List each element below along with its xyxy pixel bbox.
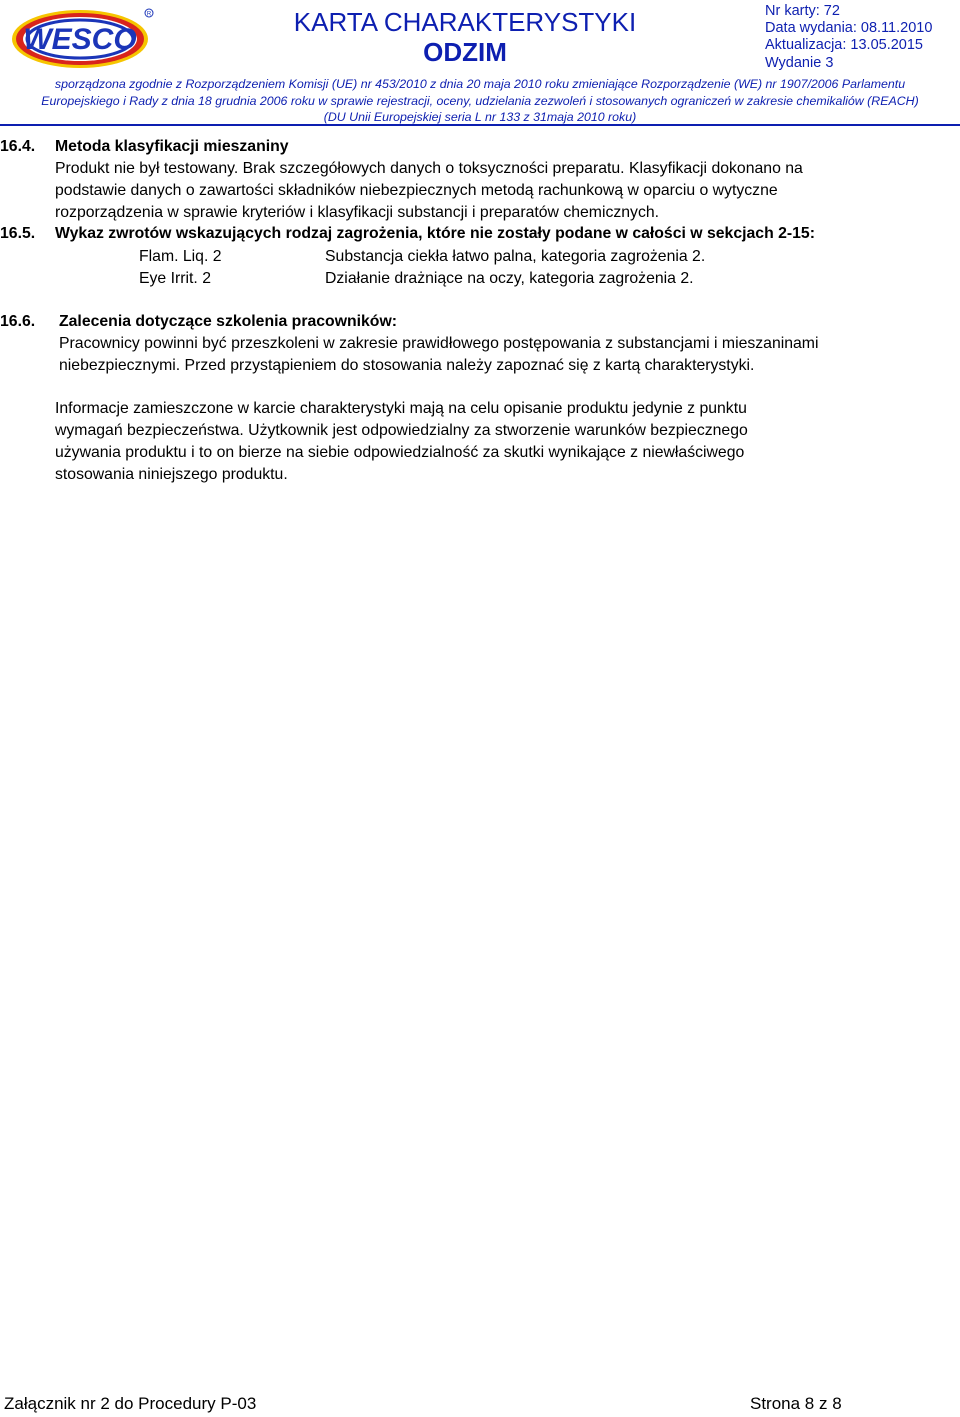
paragraph-line: Informacje zamieszczone w karcie charakterystyki mają na celu opisanie produktu jedynie z punktu: [55, 400, 747, 417]
footer-attachment: Załącznik nr 2 do Procedury P-03: [4, 1394, 257, 1413]
product-name: ODZIM: [423, 37, 507, 67]
paragraph-line: niebezpiecznymi. Przed przystąpieniem do stosowania należy zapoznać się z kartą charakterystyki.: [59, 357, 755, 374]
section-number: 16.4.: [0, 138, 36, 155]
hazard-description: Działanie drażniące na oczy, kategoria zagrożenia 2.: [325, 270, 694, 287]
hazard-code: Flam. Liq. 2: [139, 248, 222, 265]
section-heading: Wykaz zwrotów wskazujących rodzaj zagrożenia, które nie zostały podane w całości w sekcjach 2-15:: [55, 225, 815, 242]
svg-text:R: R: [146, 11, 152, 18]
paragraph-line: podstawie danych o zawartości składników niebezpiecznych metodą rachunkową w oparciu o wytyczne: [55, 182, 778, 199]
regulation-line: sporządzona zgodnie z Rozporządzeniem Komisji (UE) nr 453/2010 z dnia 20 maja 2010 roku zmieniające Rozporządzenie (WE) nr 1907/2006 Parlamentu: [54, 77, 906, 91]
paragraph-line: wymagań bezpieczeństwa. Użytkownik jest odpowiedzialny za stworzenie warunków bezpiecznego: [55, 422, 748, 439]
regulation-line: Europejskiego i Rady z dnia 18 grudnia 2006 roku w sprawie rejestracji, oceny, udzielania zezwoleń i stosowanych ograniczeń w zakresie chemikaliów (REACH): [41, 93, 919, 108]
card-number: Nr karty: 72: [765, 3, 840, 19]
paragraph-line: rozporządzenia w sprawie kryteriów i klasyfikacji substancji i preparatów chemicznych.: [55, 204, 660, 221]
document-meta: [765, 3, 932, 72]
update-date: Aktualizacja: 13.05.2015: [765, 37, 923, 54]
hazard-description: Substancja ciekła łatwo palna, kategoria zagrożenia 2.: [325, 248, 706, 265]
logo-text: WESCO: [23, 23, 137, 56]
wesco-logo: [8, 6, 158, 70]
footer-page-number: Strona 8 z 8: [750, 1394, 842, 1413]
section-heading: Metoda klasyfikacji mieszaniny: [55, 138, 289, 155]
header-divider: [0, 124, 960, 126]
paragraph-line: Produkt nie był testowany. Brak szczegółowych danych o toksyczności preparatu. Klasyfikacji dokonano na: [55, 160, 803, 177]
paragraph-line: stosowania niniejszego produktu.: [55, 466, 288, 483]
paragraph-line: Pracownicy powinni być przeszkoleni w zakresie prawidłowego postępowania z substancjami i mieszaninami: [59, 335, 819, 352]
regulation-note: [0, 76, 960, 126]
section-heading: Zalecenia dotyczące szkolenia pracowników:: [59, 313, 397, 330]
section-number: 16.6.: [0, 313, 36, 330]
wesco-logo-graphic: [8, 6, 158, 70]
paragraph-line: używania produktu i to on bierze na siebie odpowiedzialność za skutki wynikające z niewłaściwego: [55, 444, 745, 461]
document-title: KARTA CHARAKTERYSTYKI: [293, 7, 637, 37]
section-number: 16.5.: [0, 225, 36, 242]
edition: Wydanie 3: [765, 54, 834, 71]
issue-date: Data wydania: 08.11.2010: [765, 20, 933, 37]
regulation-line: (DU Unii Europejskiej seria L nr 133 z 31maja 2010 roku): [323, 110, 637, 125]
hazard-code: Eye Irrit. 2: [139, 270, 211, 287]
